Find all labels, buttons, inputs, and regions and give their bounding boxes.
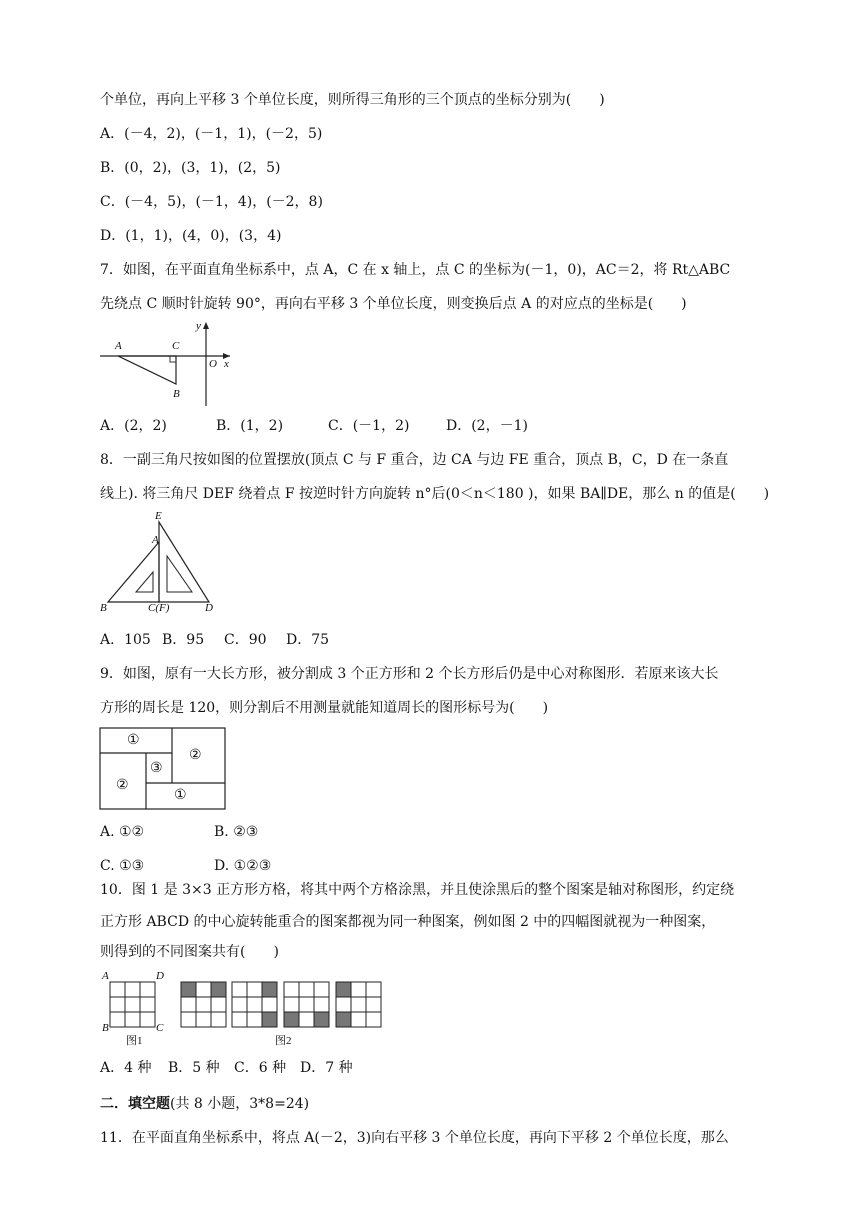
q9-options-row2 <box>100 856 271 876</box>
q10-caption-fig2: 图2 <box>275 1035 292 1047</box>
q10-option-c: C．6 种 <box>234 1060 287 1076</box>
q10-grid-figures <box>100 970 400 1046</box>
q8-option-d: D．75 <box>286 632 330 648</box>
q8-stem-line2: 线上). 将三角尺 DEF 绕着点 F 按逆时针方向旋转 n°后(0＜n＜180 )，如果 BA∥DE，那么 n 的值是( ) <box>100 486 770 502</box>
q7-options <box>100 416 528 436</box>
q9-label-square3: ③ <box>150 761 163 776</box>
q10-option-b: B．5 种 <box>168 1060 220 1076</box>
fig2-pattern-4 <box>336 982 381 1027</box>
q8-option-a: A．105 <box>100 632 151 648</box>
ruler-def-inner <box>167 556 192 592</box>
q8-option-c: C．90 <box>224 632 267 648</box>
q9-option-a: A. ①② <box>100 824 145 840</box>
q7-label-b: B <box>173 388 180 400</box>
q8-label-e: E <box>155 510 162 522</box>
q9-option-d: D. ①②③ <box>214 858 272 874</box>
q6-stem-continued: 个单位，再向上平移 3 个单位长度，则所得三角形的三个顶点的坐标分别为( ) <box>100 92 605 108</box>
q10-stem-line2: 正方形 ABCD 的中心旋转能重合的图案都视为同一种图案，例如图 2 中的四幅图就视为一种图案， <box>100 914 716 930</box>
q7-option-c: C．(－1，2) <box>328 418 410 434</box>
q7-label-x: x <box>224 358 229 370</box>
q9-option-c: C. ①③ <box>100 858 145 874</box>
q7-coordinate-figure <box>96 318 246 410</box>
q9-stem-line2: 方形的周长是 120，则分割后不用测量就能知道周长的图形标号为( ) <box>100 700 549 716</box>
q6-option-c: C．(－4，5)，(－1，4)，(－2，8) <box>100 194 323 210</box>
q9-option-b: B. ②③ <box>214 824 259 840</box>
q7-option-d: D．(2，－1) <box>446 418 528 434</box>
q7-stem-line2: 先绕点 C 顺时针旋转 90°，再向右平移 3 个单位长度，则变换后点 A 的对应点的坐标是( ) <box>100 296 687 312</box>
fig2-pattern-1 <box>181 982 226 1027</box>
q10-stem-line1: 10．图 1 是 3×3 正方形方格，将其中两个方格涂黑，并且使涂黑后的整个图案是轴对称图形，约定绕 <box>100 882 735 898</box>
q7-option-a: A．(2，2) <box>100 418 167 434</box>
q7-option-b: B．(1，2) <box>216 418 284 434</box>
q8-label-b: B <box>100 602 107 614</box>
q6-option-b: B．(0，2)，(3，1)，(2，5) <box>100 160 281 176</box>
q8-triangle-rulers-figure <box>96 512 226 620</box>
q7-label-o: O <box>209 358 217 370</box>
section-2-header <box>100 1094 309 1114</box>
q10-label-b: B <box>102 1022 109 1034</box>
q9-label-square2-right: ② <box>189 748 202 763</box>
q10-figure-svg <box>100 970 400 1046</box>
ruler-abc-inner <box>136 572 153 592</box>
q8-stem-line1: 8．一副三角尺按如图的位置摆放(顶点 C 与 F 重合，边 CA 与边 FE 重合，顶点 B，C，D 在一条直 <box>100 452 729 468</box>
triangle-abc <box>118 356 176 384</box>
q10-label-d: D <box>156 970 164 982</box>
q10-option-a: A．4 种 <box>100 1060 152 1076</box>
q8-label-cf: C(F) <box>148 602 170 614</box>
fig2-pattern-2 <box>232 982 277 1027</box>
section-2-title: 二．填空题 <box>100 1096 170 1112</box>
right-angle-mark <box>170 356 176 362</box>
q10-label-c: C <box>156 1022 164 1034</box>
q7-label-a: A <box>115 340 122 352</box>
q6-option-d: D．(1，1)，(4，0)，(3，4) <box>100 228 282 244</box>
q10-label-a: A <box>102 970 109 982</box>
section-2-info: (共 8 小题，3*8=24) <box>170 1096 310 1112</box>
q9-figure-svg <box>99 727 227 811</box>
ruler-abc-outer <box>108 542 159 602</box>
q9-label-rect1-bottom: ① <box>174 788 187 803</box>
q7-label-c: C <box>172 340 180 352</box>
q9-options-row1 <box>100 822 258 842</box>
q9-label-rect1-top: ① <box>127 733 140 748</box>
q8-label-d: D <box>205 602 213 614</box>
q9-label-square2-left: ② <box>116 778 129 793</box>
q10-option-d: D．7 种 <box>300 1060 353 1076</box>
q7-label-y: y <box>196 320 201 332</box>
q6-option-a: A．(－4，2)，(－1，1)，(－2，5) <box>100 126 323 142</box>
q10-stem-line3: 则得到的不同图案共有( ) <box>100 944 279 960</box>
y-axis-arrow <box>203 322 209 329</box>
q9-rectangle-figure <box>99 727 227 811</box>
q9-stem-line1: 9．如图，原有一大长方形，被分割成 3 个正方形和 2 个长方形后仍是中心对称图形．若原来该大长 <box>100 666 719 682</box>
q8-option-b: B．95 <box>162 632 205 648</box>
fig2-pattern-3 <box>284 982 329 1027</box>
q11-stem-line1: 11．在平面直角坐标系中，将点 A(－2，3)向右平移 3 个单位长度，再向下平移 2 个单位长度，那么 <box>100 1130 729 1146</box>
q7-stem-line1: 7．如图，在平面直角坐标系中，点 A，C 在 x 轴上，点 C 的坐标为(－1，0)，AC＝2，将 Rt△ABC <box>100 262 731 278</box>
q8-options <box>100 630 329 650</box>
fig1-grid <box>110 982 155 1027</box>
q10-options <box>100 1058 353 1078</box>
q8-label-a: A <box>152 534 159 546</box>
q10-caption-fig1: 图1 <box>126 1035 143 1047</box>
